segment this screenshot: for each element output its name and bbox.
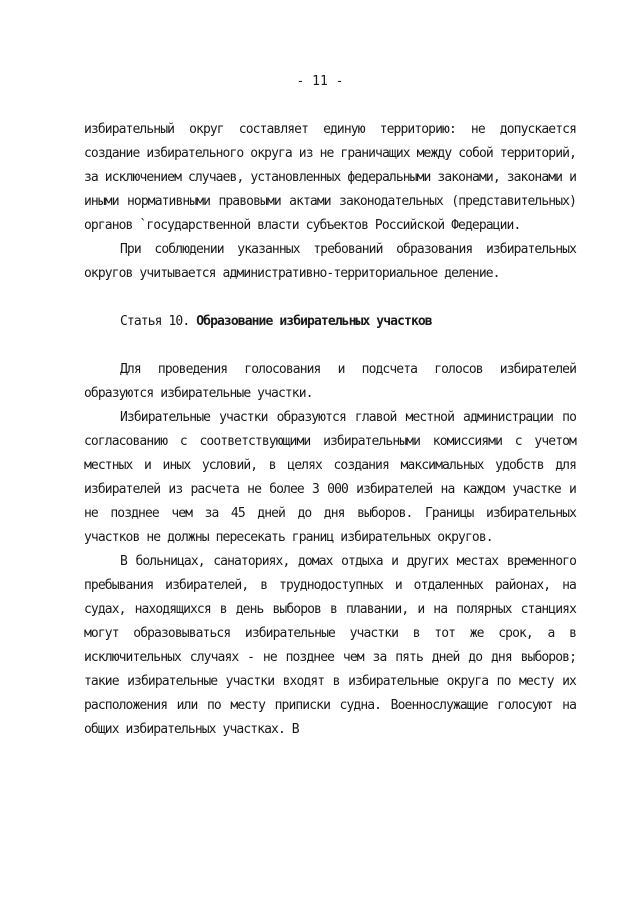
paragraph-continuation: избирательный округ составляет единую территорию: не допускается создание избирательного округа из не граничащих между собой территорий, за исключением случаев, установленных федеральными законами, законами и иными нормативными правовыми актами законодательных (представительных) органов `государственной власти субъектов Российской Федерации. <box>84 122 576 233</box>
page-number: - 11 - <box>296 74 344 89</box>
paragraph: Избирательные участки образуются главой местной администрации по согласованию с соответствующими избирательными комиссиями с учетом местных и иных условий, в целях создания максимальных удобств для избирателей из расчета не более 3 000 избирателей на каждом участке и не позднее чем за 45 дней до дня выборов. Границы избирательных участков не должны пересекать границ избирательных округов. <box>84 410 576 545</box>
article-number: Статья 10. <box>120 314 190 329</box>
article-heading <box>84 310 576 334</box>
paragraph: Для проведения голосования и подсчета голосов избирателей образуются избирательные участки. <box>84 362 576 401</box>
paragraph: При соблюдении указанных требований образования избирательных округов учитывается административно-территориальное деление. <box>84 242 576 281</box>
document-body <box>84 118 576 742</box>
paragraph: В больницах, санаториях, домах отдыха и других местах временного пребывания избирателей, в труднодоступных и отдаленных районах, на судах, находящихся в день выборов в плавании, и на полярных станциях могут образовываться избирательные участки в тот же срок, а в исключительных случаях - не позднее чем за пять дней до дня выборов; такие избирательные участки входят в избирательные округа по месту их расположения или по месту приписки судна. Военнослужащие голосуют на общих избирательных участках. В <box>84 554 576 737</box>
article-title: Образование избирательных участков <box>196 314 432 329</box>
